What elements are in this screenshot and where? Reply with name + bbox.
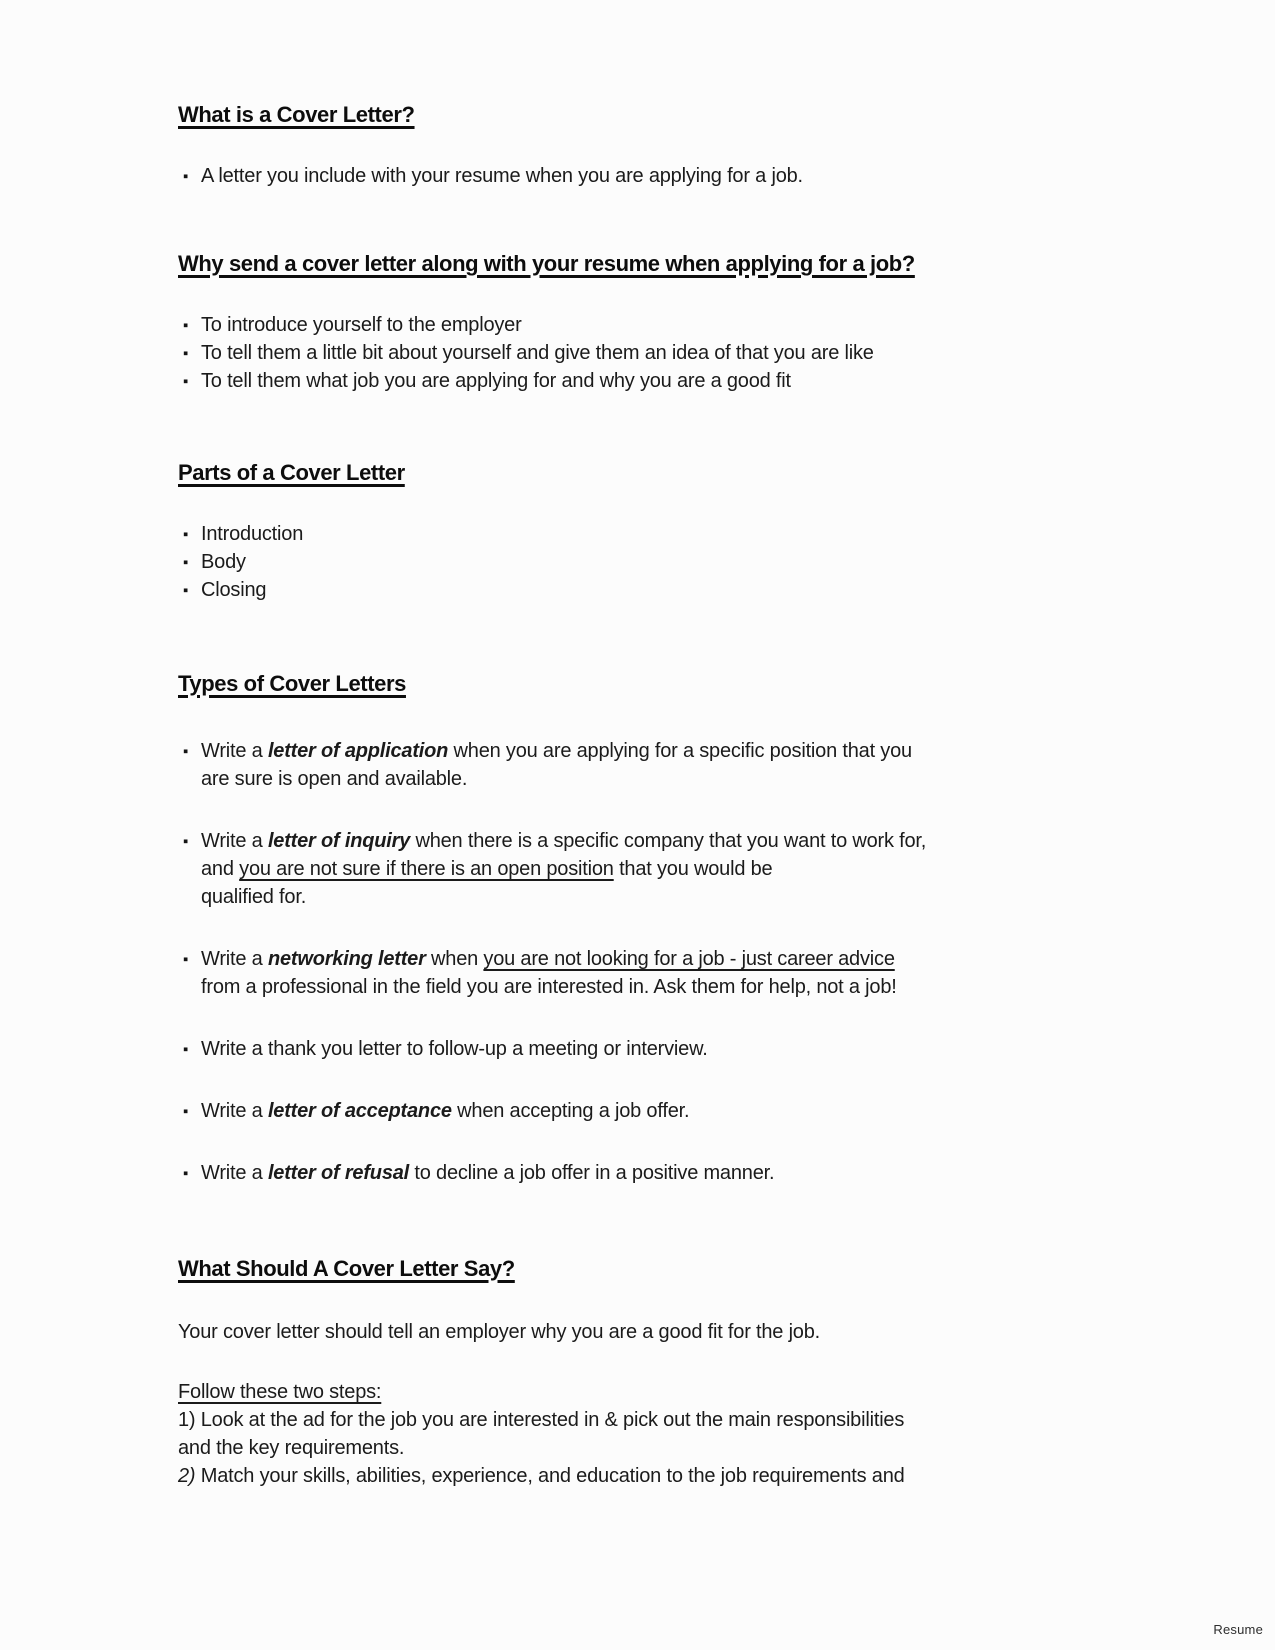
step-line: 1) Look at the ad for the job you are interested in & pick out the main responsibilities xyxy=(178,1409,905,1431)
section-heading: Why send a cover letter along with your resume when applying for a job? xyxy=(178,251,915,276)
bullet-list xyxy=(178,737,1078,1187)
list-item xyxy=(178,827,1078,911)
list-item xyxy=(178,367,1078,395)
text-run: when there is a specific company that you want to work for, xyxy=(410,830,927,852)
bullet-icon: ▪ xyxy=(183,373,189,390)
text-line xyxy=(201,311,1078,339)
italic-run: 2) xyxy=(178,1465,201,1487)
list-item xyxy=(178,162,1078,190)
bullet-icon: ▪ xyxy=(183,317,189,334)
section-parts xyxy=(178,459,1078,604)
list-item xyxy=(178,339,1078,367)
paragraph: Your cover letter should tell an employer why you are a good fit for the job. xyxy=(178,1321,821,1343)
bullet-icon: ▪ xyxy=(183,1165,189,1182)
section-heading: Parts of a Cover Letter xyxy=(178,460,405,485)
text-run: Body xyxy=(201,551,246,573)
text-run: To tell them what job you are applying for and why you are a good fit xyxy=(201,370,791,392)
list-item xyxy=(178,548,1078,576)
text-run: Introduction xyxy=(201,523,304,545)
text-line xyxy=(201,737,1078,765)
text-line xyxy=(201,162,1078,190)
text-line xyxy=(201,576,1078,604)
text-line xyxy=(201,339,1078,367)
text-line xyxy=(201,1035,1078,1063)
text-run: Closing xyxy=(201,579,267,601)
text-line xyxy=(201,883,1078,911)
text-run: when xyxy=(425,948,484,970)
text-run: qualified for. xyxy=(201,886,307,908)
bullet-icon: ▪ xyxy=(183,554,189,571)
step-line: and the key requirements. xyxy=(178,1437,405,1459)
document-content xyxy=(178,101,1078,1490)
text-line xyxy=(201,855,1078,883)
bullet-icon: ▪ xyxy=(183,951,189,968)
text-run: A letter you include with your resume when you are applying for a job. xyxy=(201,165,803,187)
section-heading: What is a Cover Letter? xyxy=(178,102,415,127)
text-run: when you are applying for a specific position that you xyxy=(448,740,912,762)
list-item xyxy=(178,1097,1078,1125)
text-run: To tell them a little bit about yourself and give them an idea of that you are like xyxy=(201,342,874,364)
footer-watermark: Resume xyxy=(1213,1622,1263,1637)
underline-run: you are not looking for a job - just career advice xyxy=(483,948,895,970)
bold-italic-run: networking letter xyxy=(267,948,426,970)
list-item xyxy=(178,311,1078,339)
bullet-icon: ▪ xyxy=(183,743,189,760)
section-what-is-a-cover-letter xyxy=(178,101,1078,190)
text-line xyxy=(201,827,1078,855)
text-run: from a professional in the field you are interested in. Ask them for help, not a job! xyxy=(201,976,897,998)
text-line xyxy=(201,1097,1078,1125)
bullet-icon: ▪ xyxy=(183,582,189,599)
list-item xyxy=(178,737,1078,793)
list-item xyxy=(178,1035,1078,1063)
text-run: Match your skills, abilities, experience, and education to the job requirements and xyxy=(200,1465,905,1487)
list-item xyxy=(178,576,1078,604)
text-run: To introduce yourself to the employer xyxy=(201,314,522,336)
bullet-icon: ▪ xyxy=(183,1103,189,1120)
text-run: are sure is open and available. xyxy=(201,768,468,790)
section-heading: Types of Cover Letters xyxy=(178,671,406,696)
text-run: when accepting a job offer. xyxy=(451,1100,690,1122)
bold-italic-run: letter of refusal xyxy=(267,1162,410,1184)
text-run: Write a thank you letter to follow-up a meeting or interview. xyxy=(201,1038,708,1060)
bullet-icon: ▪ xyxy=(183,345,189,362)
list-item xyxy=(178,520,1078,548)
text-run: Write a xyxy=(201,1100,268,1122)
text-run: Write a xyxy=(201,830,268,852)
text-line xyxy=(201,520,1078,548)
bold-italic-run: letter of inquiry xyxy=(267,830,411,852)
text-run: Write a xyxy=(201,948,268,970)
steps-label xyxy=(178,1378,1078,1406)
bold-italic-run: letter of acceptance xyxy=(267,1100,452,1122)
text-line xyxy=(201,973,1078,1001)
underline-run: you are not sure if there is an open position xyxy=(239,858,614,880)
bullet-icon: ▪ xyxy=(183,833,189,850)
bullet-icon: ▪ xyxy=(183,168,189,185)
text-line xyxy=(201,765,1078,793)
text-run: Write a xyxy=(201,740,268,762)
bullet-list xyxy=(178,162,1078,190)
text-run: to decline a job offer in a positive manner. xyxy=(409,1162,775,1184)
bullet-list xyxy=(178,311,1078,395)
text-line xyxy=(201,367,1078,395)
text-line xyxy=(201,1159,1078,1187)
text-run: Write a xyxy=(201,1162,268,1184)
section-heading: What Should A Cover Letter Say? xyxy=(178,1256,515,1281)
section-why-send xyxy=(178,250,1078,395)
section-what-should-it-say xyxy=(178,1255,1078,1490)
list-item xyxy=(178,1159,1078,1187)
step-line xyxy=(178,1462,1078,1490)
section-types xyxy=(178,670,1078,1187)
text-line xyxy=(201,945,1078,973)
bullet-list xyxy=(178,520,1078,604)
bold-italic-run: letter of application xyxy=(267,740,449,762)
text-run: and xyxy=(201,858,240,880)
text-line xyxy=(201,548,1078,576)
bullet-icon: ▪ xyxy=(183,526,189,543)
list-item xyxy=(178,945,1078,1001)
bullet-icon: ▪ xyxy=(183,1041,189,1058)
text-run: that you would be xyxy=(613,858,773,880)
underline-run: Follow these two steps: xyxy=(178,1381,382,1403)
